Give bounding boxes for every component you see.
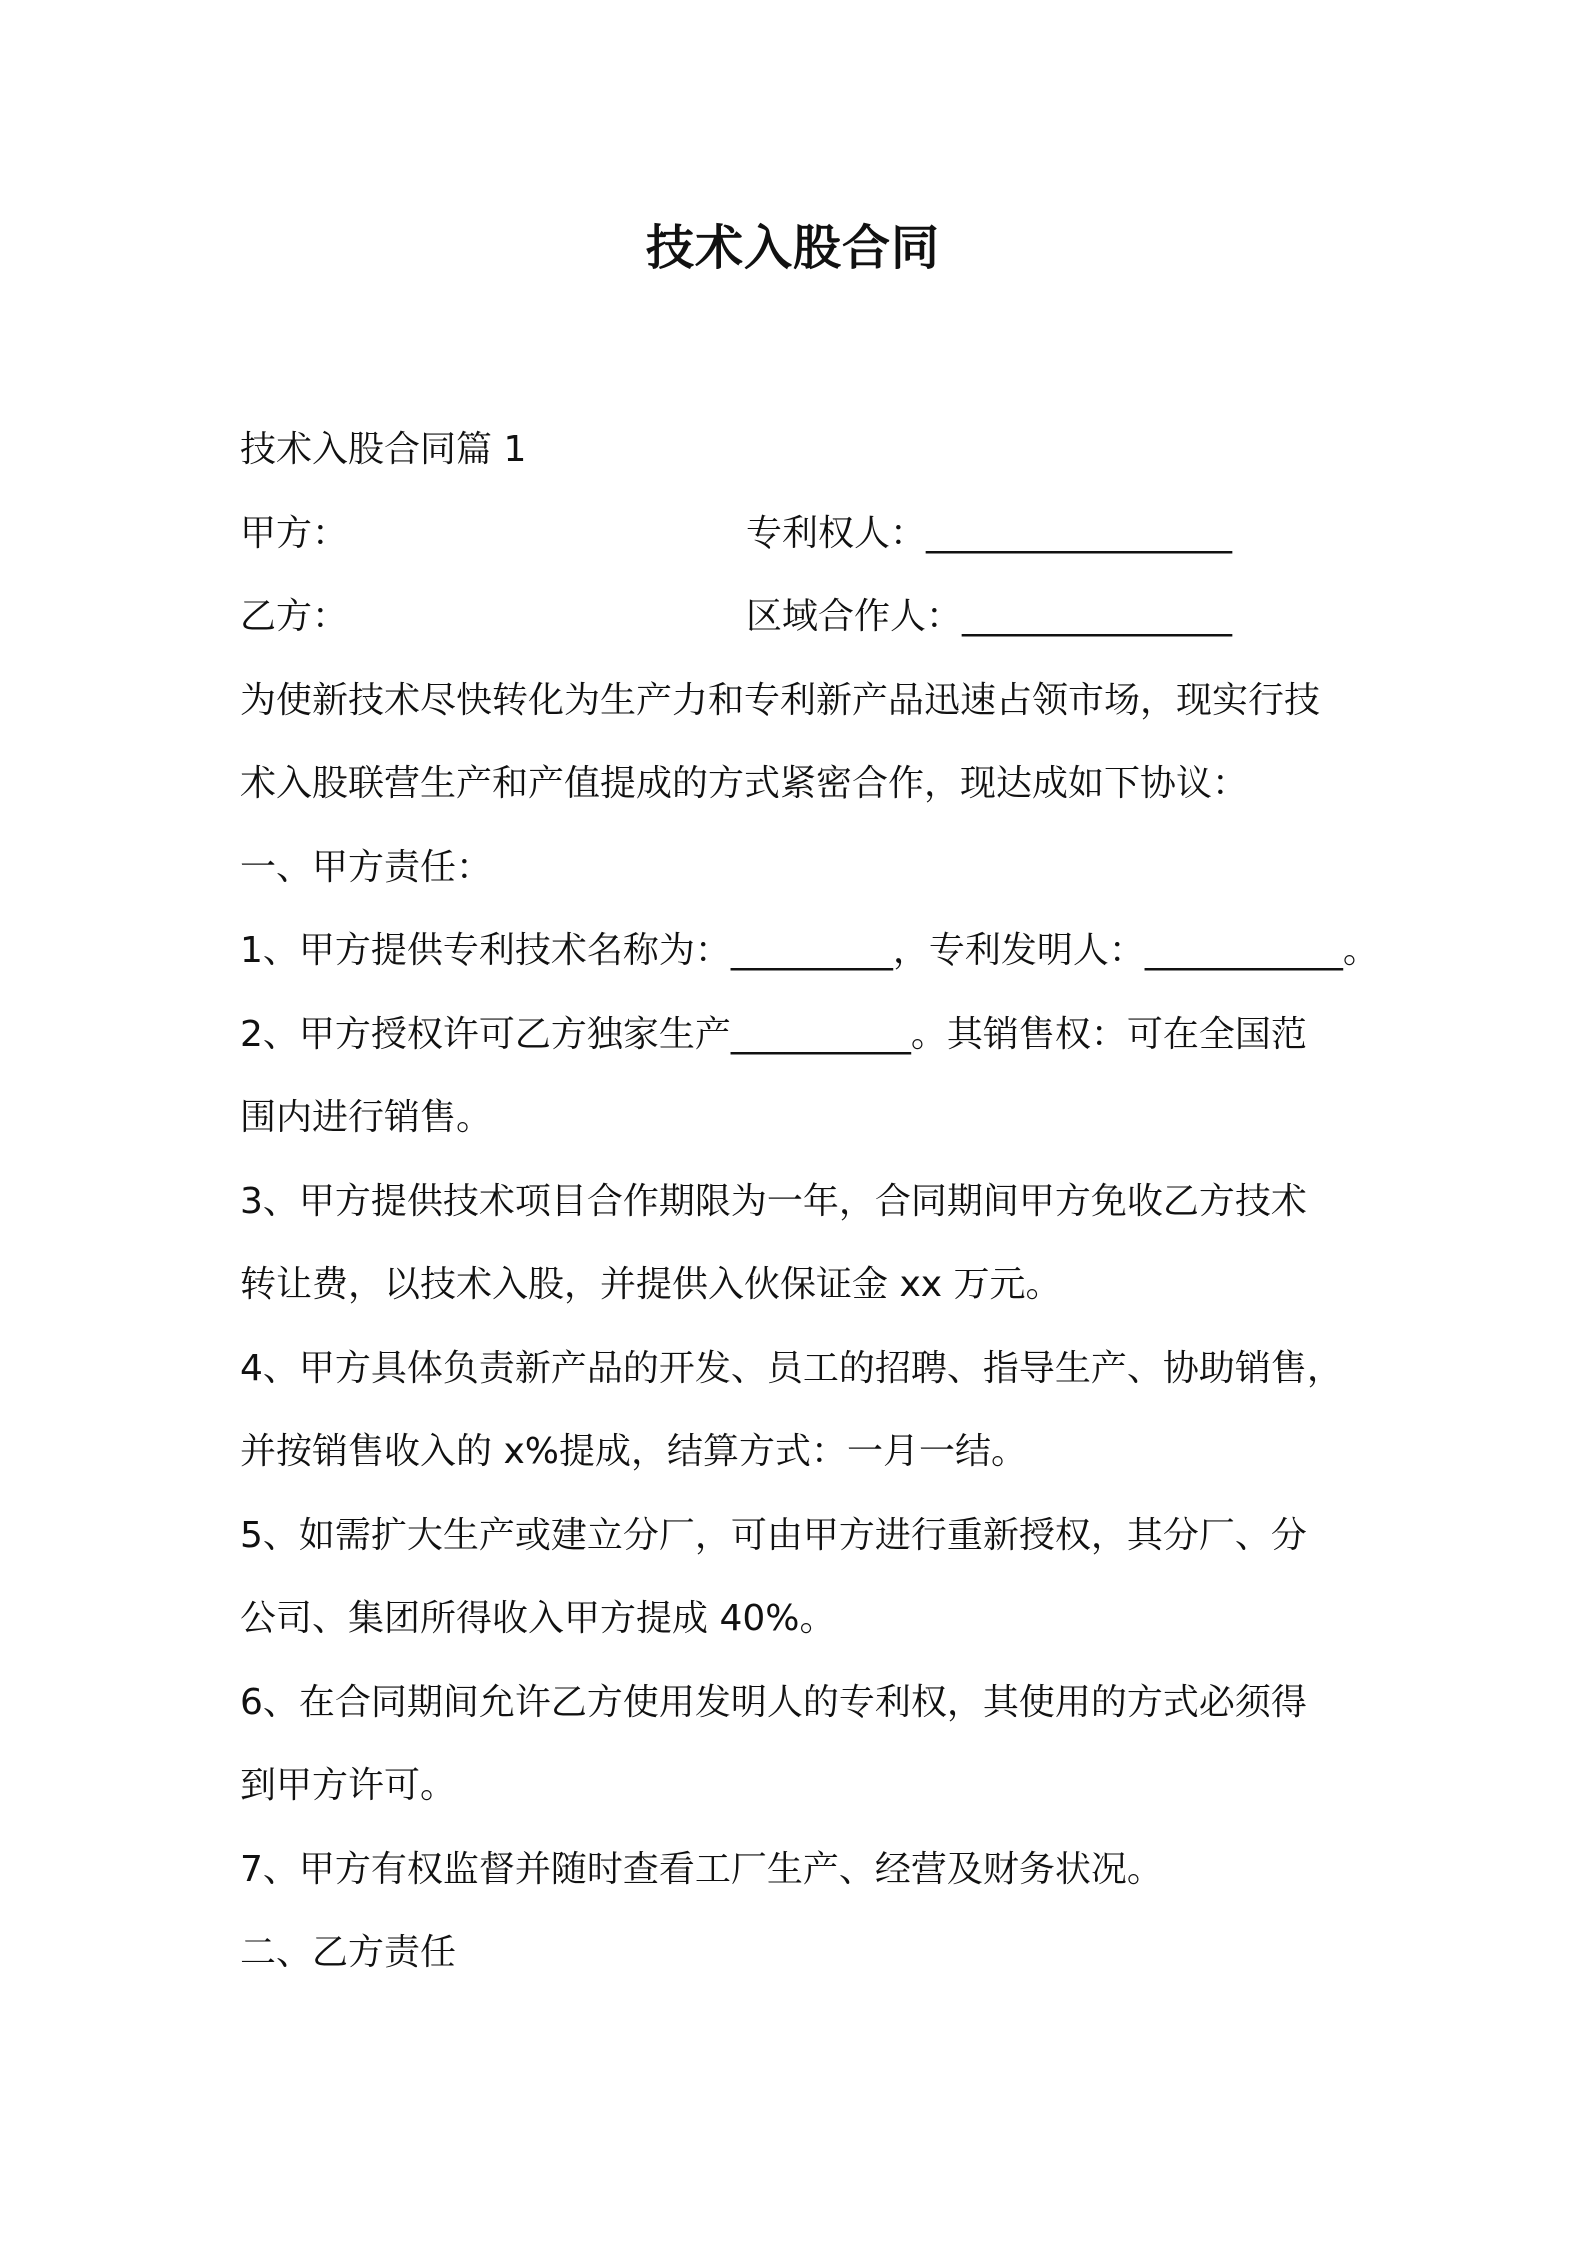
clause-line: 公司、集团所得收入甲方提成 40%。 [240,1598,836,1639]
clause-heading: 二、乙方责任 [240,1932,457,1973]
paragraph-line: 为使新技术尽快转化为生产力和专利新产品迅速占领市场，现实行技 [240,679,1321,721]
party-a-row [240,492,1370,576]
clause-line: 3、甲方提供技术项目合作期限为一年，合同期间甲方免收乙方技术 [240,1180,1307,1222]
clause-line: 5、如需扩大生产或建立分厂，可由甲方进行重新授权，其分厂、分 [240,1514,1307,1556]
clause-heading: 一、甲方责任： [240,846,493,888]
party-b-row [240,575,1370,659]
clause-line: 到甲方许可。 [240,1765,457,1806]
party-b-label: 乙方： [240,596,349,637]
clause-line: 7、甲方有权监督并随时查看工厂生产、经营及财务状况。 [240,1848,1163,1890]
regional-partner-field: 区域合作人：_______________ [746,596,1233,637]
clause-line: 6、在合同期间允许乙方使用发明人的专利权，其使用的方式必须得 [240,1681,1307,1723]
document-body [240,408,1379,1995]
paragraph-line: 术入股联营生产和产值提成的方式紧密合作，现达成如下协议： [240,763,1249,804]
document-title: 技术入股合同 [645,220,940,276]
patentee-field: 专利权人：_________________ [746,512,1233,554]
clause-line: 4、甲方具体负责新产品的开发、员工的招聘、指导生产、协助销售， [240,1347,1343,1389]
clause-line: 2、甲方授权许可乙方独家生产__________。其销售权：可在全国范 [240,1013,1307,1055]
party-a-label: 甲方： [240,512,349,554]
clause-line: 并按销售收入的 x%提成，结算方式：一月一结。 [240,1431,1027,1472]
clause-line: 转让费，以技术入股，并提供入伙保证金 xx 万元。 [240,1264,1062,1305]
clause-line: 围内进行销售。 [240,1097,493,1138]
clause-line: 1、甲方提供专利技术名称为：_________，专利发明人：___________。 [240,930,1379,971]
section-heading: 技术入股合同篇 1 [240,429,527,470]
